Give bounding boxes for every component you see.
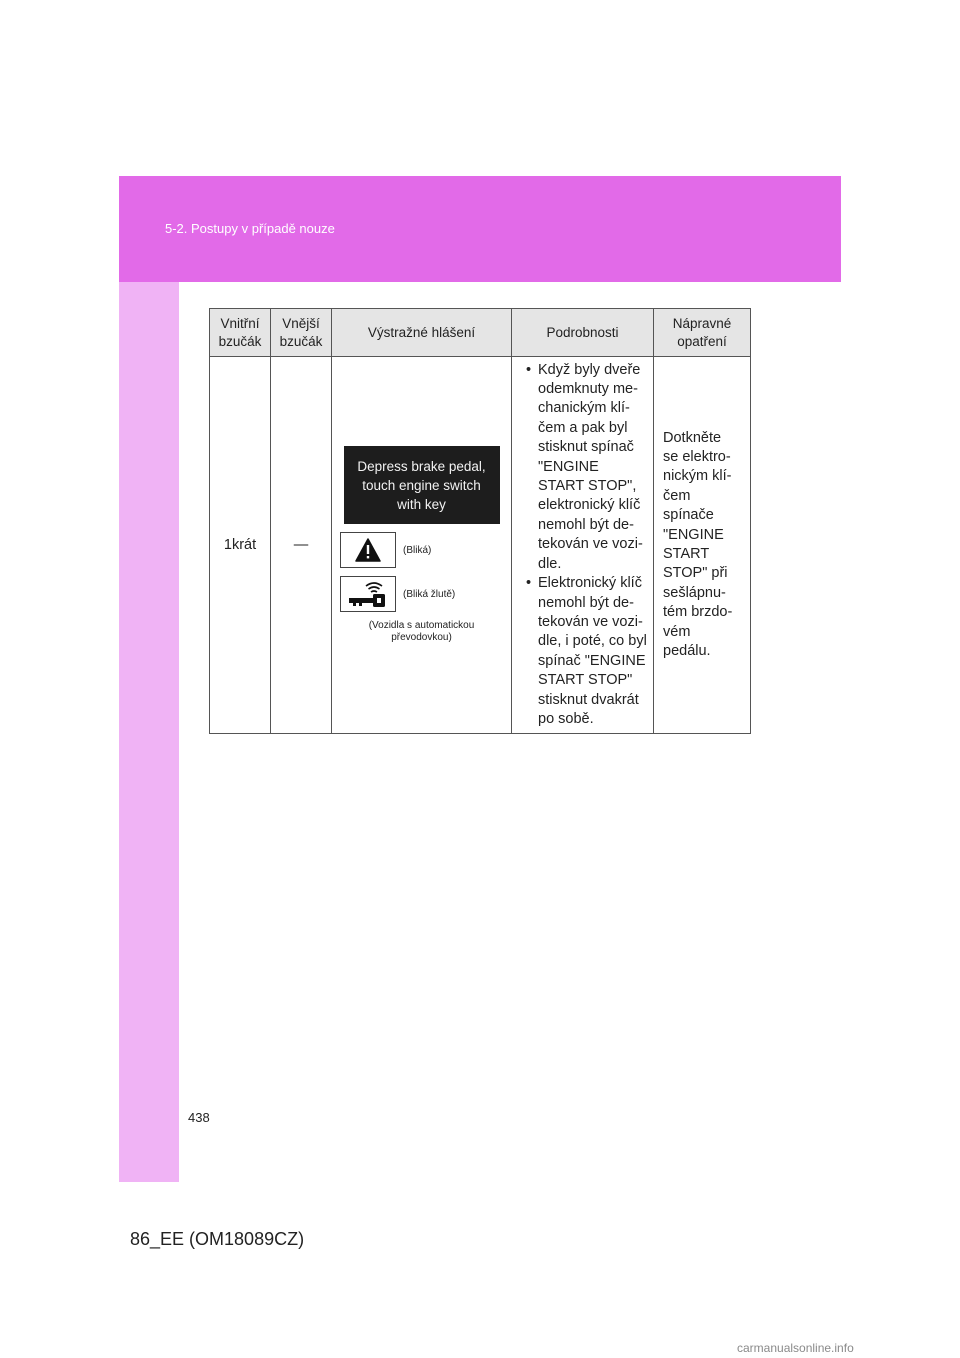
list-item: • Elektronický klíč nemohl být de- tekován ve vozi- dle, i poté, co byl spínač "ENGINE START STOP" stisknut dvakrát po sobě. [518,574,647,729]
document-code: 86_EE (OM18089CZ) [130,1229,305,1249]
warning-message-cell [332,357,512,734]
icon-note: (Bliká žlutě) [403,588,456,600]
model-note: (Vozidla s automatickou převodovkou) [368,620,475,643]
key-icon [340,576,396,612]
header-warning-message: Výstražné hlášení [332,309,512,357]
display-line: with key [397,496,446,512]
external-buzzer-cell: — [271,357,332,734]
table-row [210,357,751,734]
key-light-row [340,576,511,612]
multi-info-display [344,446,500,524]
remedy-cell: Dotkněte se elektro- nickým klí- čem spínače "ENGINE START STOP" při sešlápnu- tém brzdo- vém pedálu. [654,357,751,734]
header-internal-buzzer: Vnitřní bzučák [210,309,271,357]
header-external-buzzer: Vnější bzučák [271,309,332,357]
watermark: carmanualsonline.info [737,1341,854,1355]
warning-light-row [340,532,511,568]
warning-triangle-icon [340,532,396,568]
details-list [518,361,647,730]
page-number: 438 [188,1110,210,1125]
side-strip [119,176,179,1182]
warning-table [209,308,751,734]
table-header-row [210,309,751,357]
header-details: Podrobnosti [512,309,654,357]
icon-note: (Bliká) [403,544,432,556]
internal-buzzer-cell: 1krát [210,357,271,734]
display-line: touch engine switch [362,477,481,493]
section-title: 5-2. Postupy v případě nouze [165,221,335,236]
display-line: Depress brake pedal, [357,458,486,474]
details-cell [512,357,654,734]
header-remedy: Nápravné opatření [654,309,751,357]
list-item: • Když byly dveře odemknuty me- chanickým klí- čem a pak byl stisknut spínač "ENGINE START STOP", elektronický klíč nemohl být de- tekován ve vozi- dle. [518,361,647,574]
